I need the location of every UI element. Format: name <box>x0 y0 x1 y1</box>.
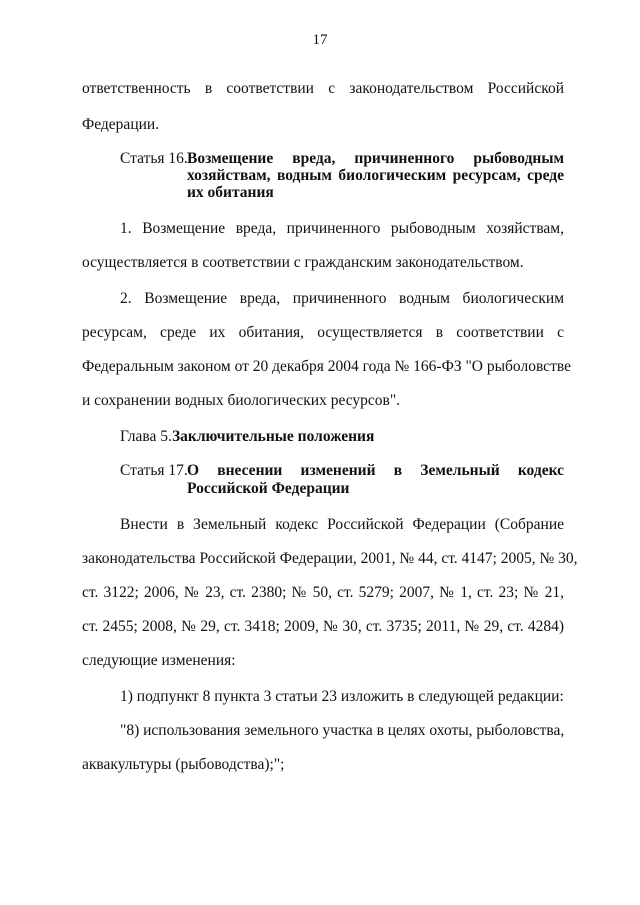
article-16-title-line: хозяйствам, водным биологическим ресурсам, среде <box>187 167 564 184</box>
article-16-label: Статья 16. <box>120 150 188 167</box>
text-line: Внести в Земельный кодекс Российской Федерации (Собрание <box>120 516 564 533</box>
text-line: Федеральным законом от 20 декабря 2004 года № 166-ФЗ "О рыболовстве <box>82 358 571 375</box>
text-line: ответственность в соответствии с законодательством Российской <box>82 80 564 97</box>
text-line: законодательства Российской Федерации, 2001, № 44, ст. 4147; 2005, № 30, <box>82 550 578 567</box>
article-17-title-line: Российской Федерации <box>187 480 350 497</box>
text-line: и сохранении водных биологических ресурсов". <box>82 392 401 409</box>
text-line: осуществляется в соответствии с гражданским законодательством. <box>82 254 524 271</box>
article-16-title-line: их обитания <box>187 184 274 201</box>
text-line: "8) использования земельного участка в целях охоты, рыболовства, <box>120 722 565 739</box>
text-line: Федерации. <box>82 116 160 133</box>
text-line: ст. 3122; 2006, № 23, ст. 2380; № 50, ст. 5279; 2007, № 1, ст. 23; № 21, <box>82 584 564 601</box>
text-line: 1) подпункт 8 пункта 3 статьи 23 изложить в следующей редакции: <box>120 688 564 705</box>
page-number: 17 <box>312 32 328 48</box>
chapter-5-title: Заключительные положения <box>172 428 375 445</box>
text-line: следующие изменения: <box>82 652 236 669</box>
text-line: ресурсам, среде их обитания, осуществляется в соответствии с <box>82 324 564 341</box>
text-line: 2. Возмещение вреда, причиненного водным биологическим <box>120 290 564 307</box>
text-line: аквакультуры (рыбоводства);"; <box>82 756 285 773</box>
article-16-title-line: Возмещение вреда, причиненного рыбоводным <box>187 150 564 167</box>
chapter-5-label: Глава 5. <box>120 428 172 445</box>
text-line: ст. 2455; 2008, № 29, ст. 3418; 2009, № 30, ст. 3735; 2011, № 29, ст. 4284) <box>82 618 564 635</box>
article-17-label: Статья 17. <box>120 462 188 479</box>
article-17-title-line: О внесении изменений в Земельный кодекс <box>187 462 564 479</box>
text-line: 1. Возмещение вреда, причиненного рыбоводным хозяйствам, <box>120 220 564 237</box>
